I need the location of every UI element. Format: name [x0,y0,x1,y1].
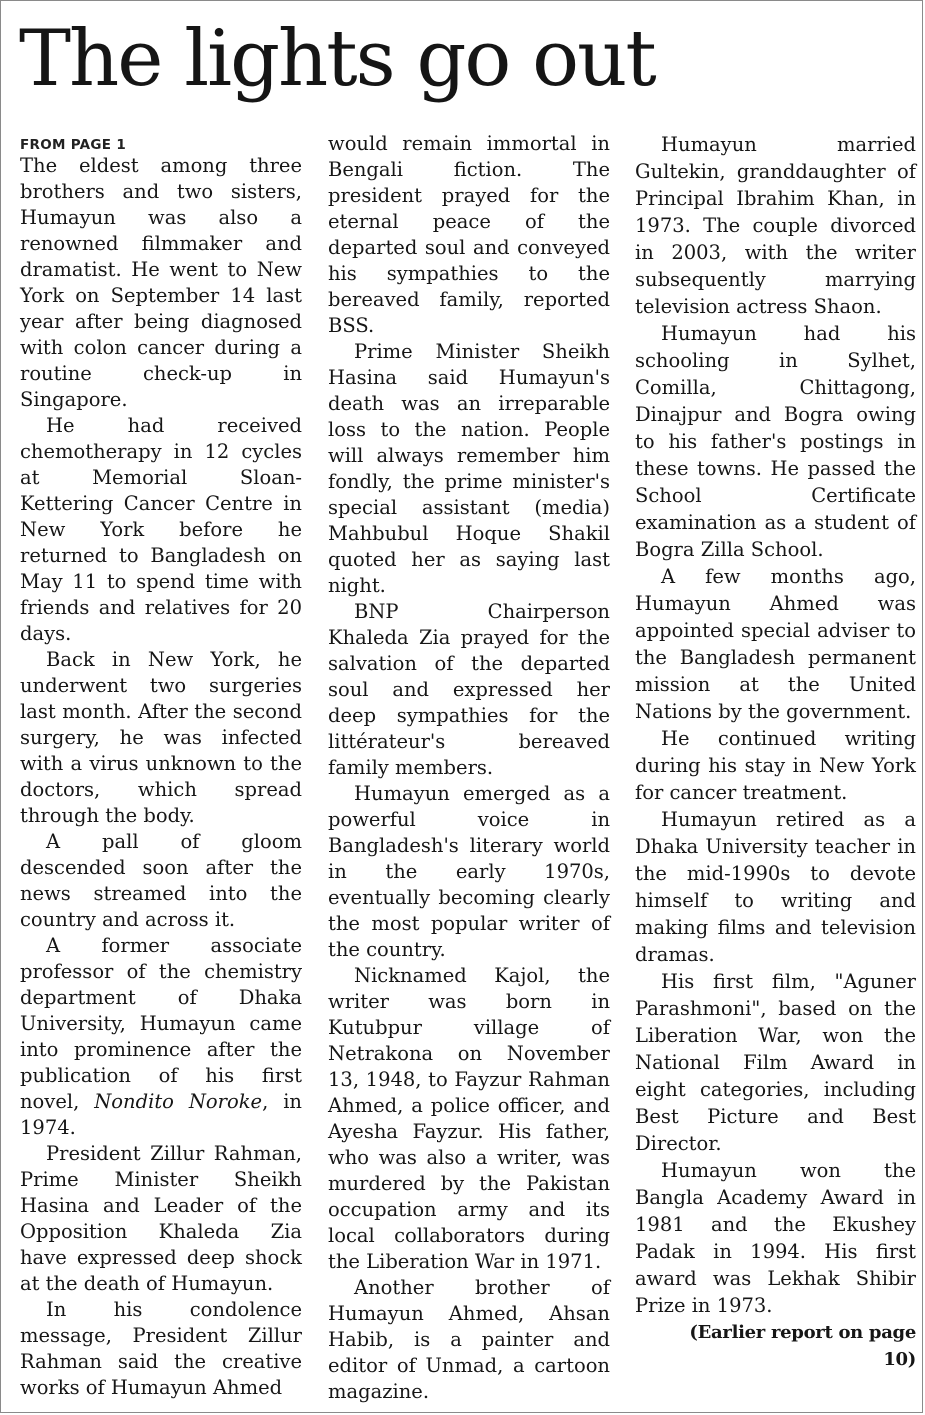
paragraph: Back in New York, he underwent two surgeries last month. After the second surgery, he was infected with a virus unknown to the doctors, which spread through the body. [20,648,302,827]
paragraph: Humayun had his schooling in Sylhet, Comilla, Chittagong, Dinajpur and Bogra owing to his father's postings in these towns. He passed the School Certificate examination as a student of Bogra Zilla School. [635,322,916,561]
paragraph: BNP Chairperson Khaleda Zia prayed for the salvation of the departed soul and expressed her deep sympathies for the littérateur's bereaved family members. [328,600,610,779]
paragraph: He continued writing during his stay in New York for cancer treatment. [635,727,916,804]
paragraph: Humayun won the Bangla Academy Award in 1981 and the Ekushey Padak in 1994. His first award was Lekhak Shibir Prize in 1973. [635,1159,916,1317]
column-3 [635,131,916,1373]
paragraph: Nicknamed Kajol, the writer was born in Kutubpur village of Netrakona on November 13, 1948, to Fayzur Rahman Ahmed, a police officer, and Ayesha Fayzur. His father, who was also a writer, was murdered by the Pakistan occupation army and its local collaborators during the Liberation War in 1971. [328,964,610,1273]
paragraph: President Zillur Rahman, Prime Minister Sheikh Hasina and Leader of the Opposition Khaleda Zia have expressed deep shock at the death of Humayun. [20,1142,302,1295]
paragraph: Humayun retired as a Dhaka University teacher in the mid-1990s to devote himself to writing and making films and television dramas. [635,808,916,966]
kicker: FROM PAGE 1 [20,137,127,153]
paragraph: Prime Minister Sheikh Hasina said Humayun's death was an irreparable loss to the nation. People will always remember him fondly, the prime minister's special assistant (media) Mahbubul Hoque Shakil quoted her as saying last night. [328,340,610,597]
paragraph: Another brother of Humayun Ahmed, Ahsan Habib, is a painter and editor of Unmad, a cartoon magazine. [328,1276,610,1403]
paragraph: A pall of gloom descended soon after the news streamed into the country and across it. [20,830,302,931]
paragraph: He had received chemotherapy in 12 cycles at Memorial Sloan-Kettering Cancer Centre in New York before he returned to Bangladesh on May 11 to spend time with friends and relatives for 20 days. [20,414,302,645]
paragraph: In his condolence message, President Zillur Rahman said the creative works of Humayun Ahmed [20,1298,302,1399]
paragraph-novel [20,933,302,1141]
novel-title: Nondito Noroke [94,1090,263,1113]
paragraph: A few months ago, Humayun Ahmed was appointed special adviser to the Bangladesh permanent mission at the United Nations by the government. [635,565,916,723]
paragraph: would remain immortal in Bengali fiction. The president prayed for the eternal peace of the departed soul and conveyed his sympathies to the bereaved family, reported BSS. [328,132,610,337]
column-1 [20,131,302,1401]
column-2 [328,131,610,1405]
paragraph: Humayun emerged as a powerful voice in Bangladesh's literary world in the early 1970s, eventually becoming clearly the most popular writer of the country. [328,782,610,961]
paragraph: Humayun married Gultekin, granddaughter of Principal Ibrahim Khan, in 1973. The couple divorced in 2003, with the writer subsequently marrying television actress Shaon. [635,133,916,318]
headline: The lights go out [19,14,655,104]
paragraph: His first film, "Aguner Parashmoni", based on the Liberation War, won the National Film Award in eight categories, including Best Picture and Best Director. [635,970,916,1155]
earlier-report-reference: (Earlier report on page 10) [689,1322,916,1370]
novel-suffix: , in 1974. [20,1090,302,1139]
novel-prefix: A former associate professor of the chemistry department of Dhaka University, Humayun came into prominence after the publication of his first novel, [20,934,302,1113]
paragraph: The eldest among three brothers and two sisters, Humayun was also a renowned filmmaker and dramatist. He went to New York on September 14 last year after being diagnosed with colon cancer during a routine check-up in Singapore. [20,154,302,411]
